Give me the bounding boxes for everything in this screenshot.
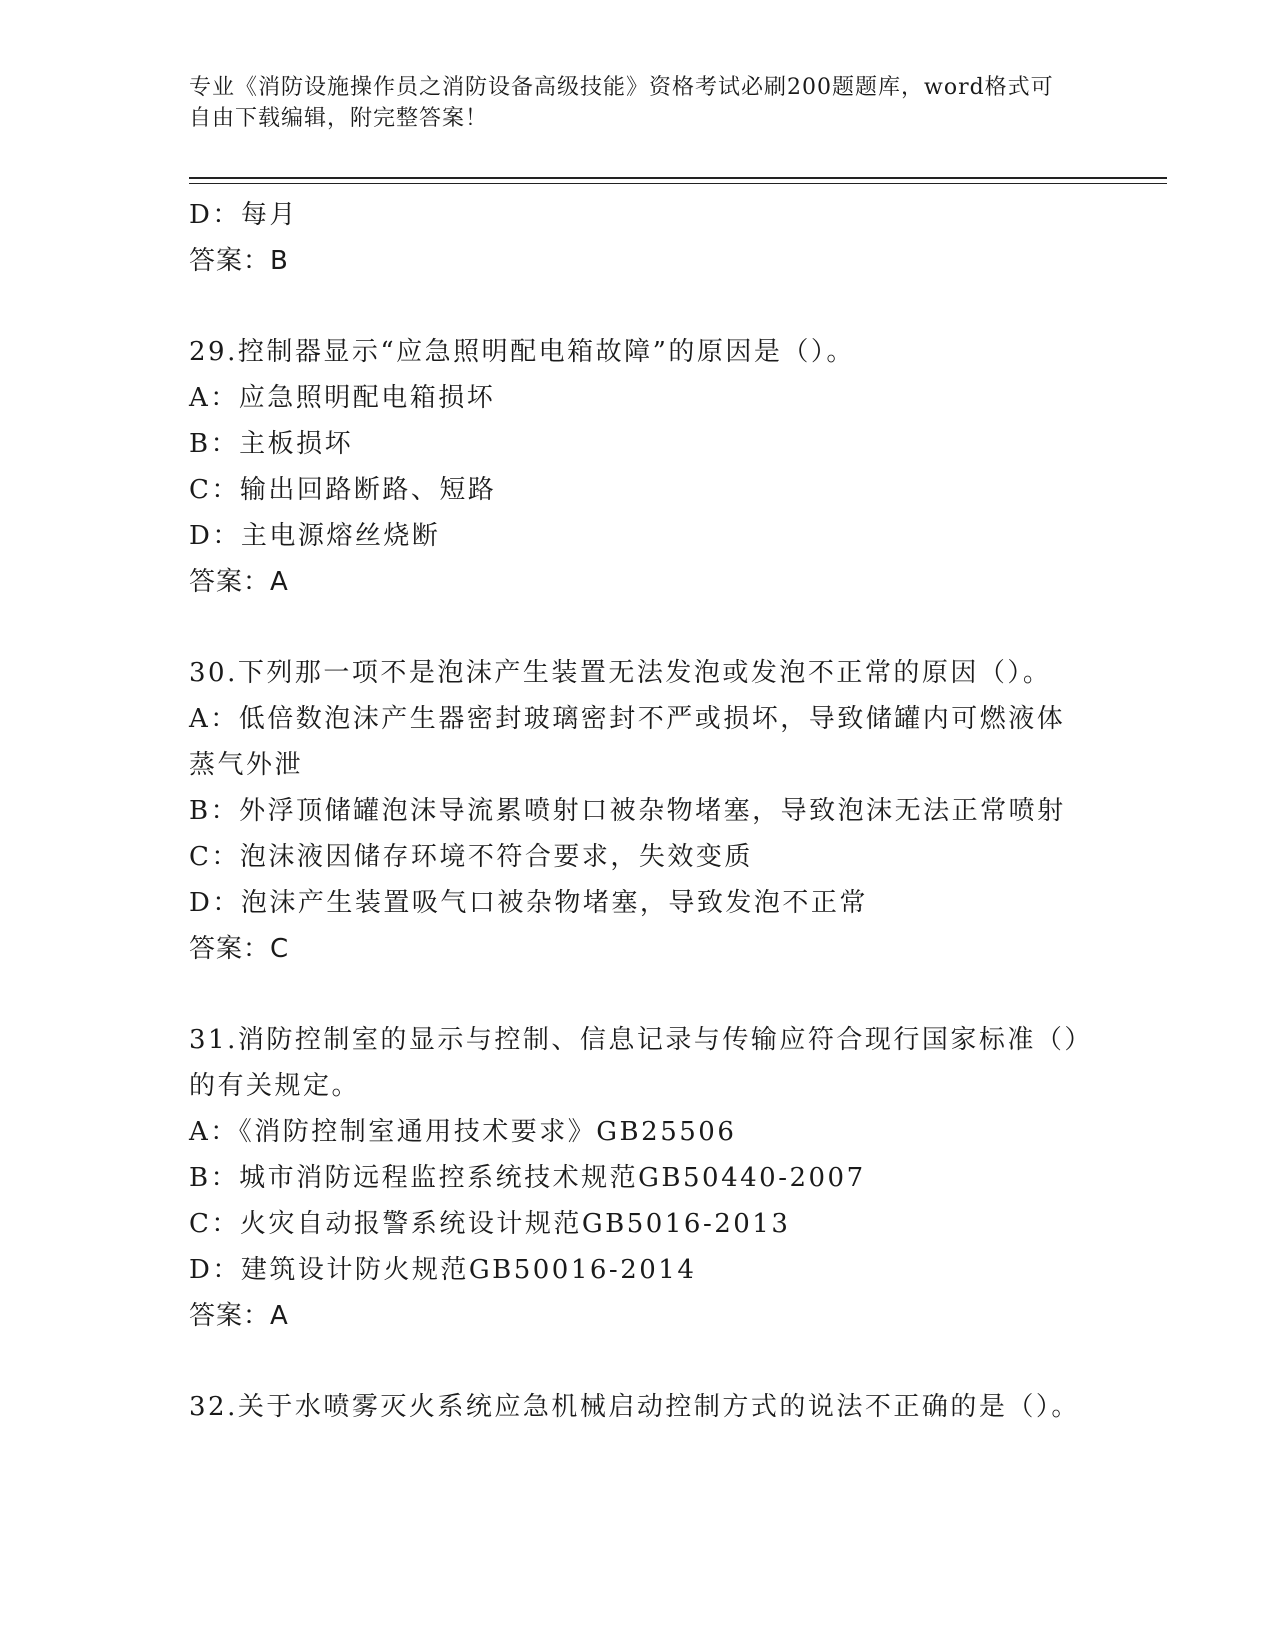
question-stem: 32.关于水喷雾灭火系统应急机械启动控制方式的说法不正确的是（）。 (189, 1392, 1080, 1422)
question-content (189, 192, 1089, 1430)
question-stem: 29.控制器显示“应急照明配电箱故障”的原因是（）。 (189, 337, 855, 367)
option-d: D：每月 (189, 200, 298, 230)
option-c: C：泡沫液因储存环境不符合要求，失效变质 (189, 842, 753, 872)
question-30 (189, 650, 1089, 972)
option-a: A：应急照明配电箱损坏 (189, 383, 496, 413)
option-b: B：外浮顶储罐泡沫导流累喷射口被杂物堵塞，导致泡沫无法正常喷射 (189, 796, 1066, 826)
option-d: D：泡沫产生装置吸气口被杂物堵塞，导致发泡不正常 (189, 888, 868, 918)
answer-line: 答案：A (189, 567, 289, 597)
question-32 (189, 1384, 1089, 1430)
option-c: C：火灾自动报警系统设计规范GB5016-2013 (189, 1209, 791, 1239)
answer-line: 答案：A (189, 1301, 289, 1331)
question-31 (189, 1017, 1089, 1339)
question-stem: 30.下列那一项不是泡沫产生装置无法发泡或发泡不正常的原因（）。 (189, 658, 1052, 688)
question-29 (189, 329, 1089, 605)
header-rule-thick (189, 177, 1167, 179)
option-d: D：建筑设计防火规范GB50016-2014 (189, 1255, 697, 1285)
page-header: 专业《消防设施操作员之消防设备高级技能》资格考试必刷200题题库，word格式可自由下载编辑，附完整答案！ (189, 75, 1054, 131)
option-c: C：输出回路断路、短路 (189, 475, 497, 505)
option-d: D：主电源熔丝烧断 (189, 521, 441, 551)
option-b: B：主板损坏 (189, 429, 354, 459)
option-b: B：城市消防远程监控系统技术规范GB50440-2007 (189, 1163, 866, 1193)
answer-line: 答案：C (189, 934, 290, 964)
question-stem: 31.消防控制室的显示与控制、信息记录与传输应符合现行国家标准（）的有关规定。 (189, 1025, 1080, 1101)
option-a: A：《消防控制室通用技术要求》GB25506 (189, 1117, 737, 1147)
header-rule-thin (189, 183, 1167, 184)
option-a: A：低倍数泡沫产生器密封玻璃密封不严或损坏，导致储罐内可燃液体蒸气外泄 (189, 704, 1066, 780)
answer-line: 答案：B (189, 246, 289, 276)
